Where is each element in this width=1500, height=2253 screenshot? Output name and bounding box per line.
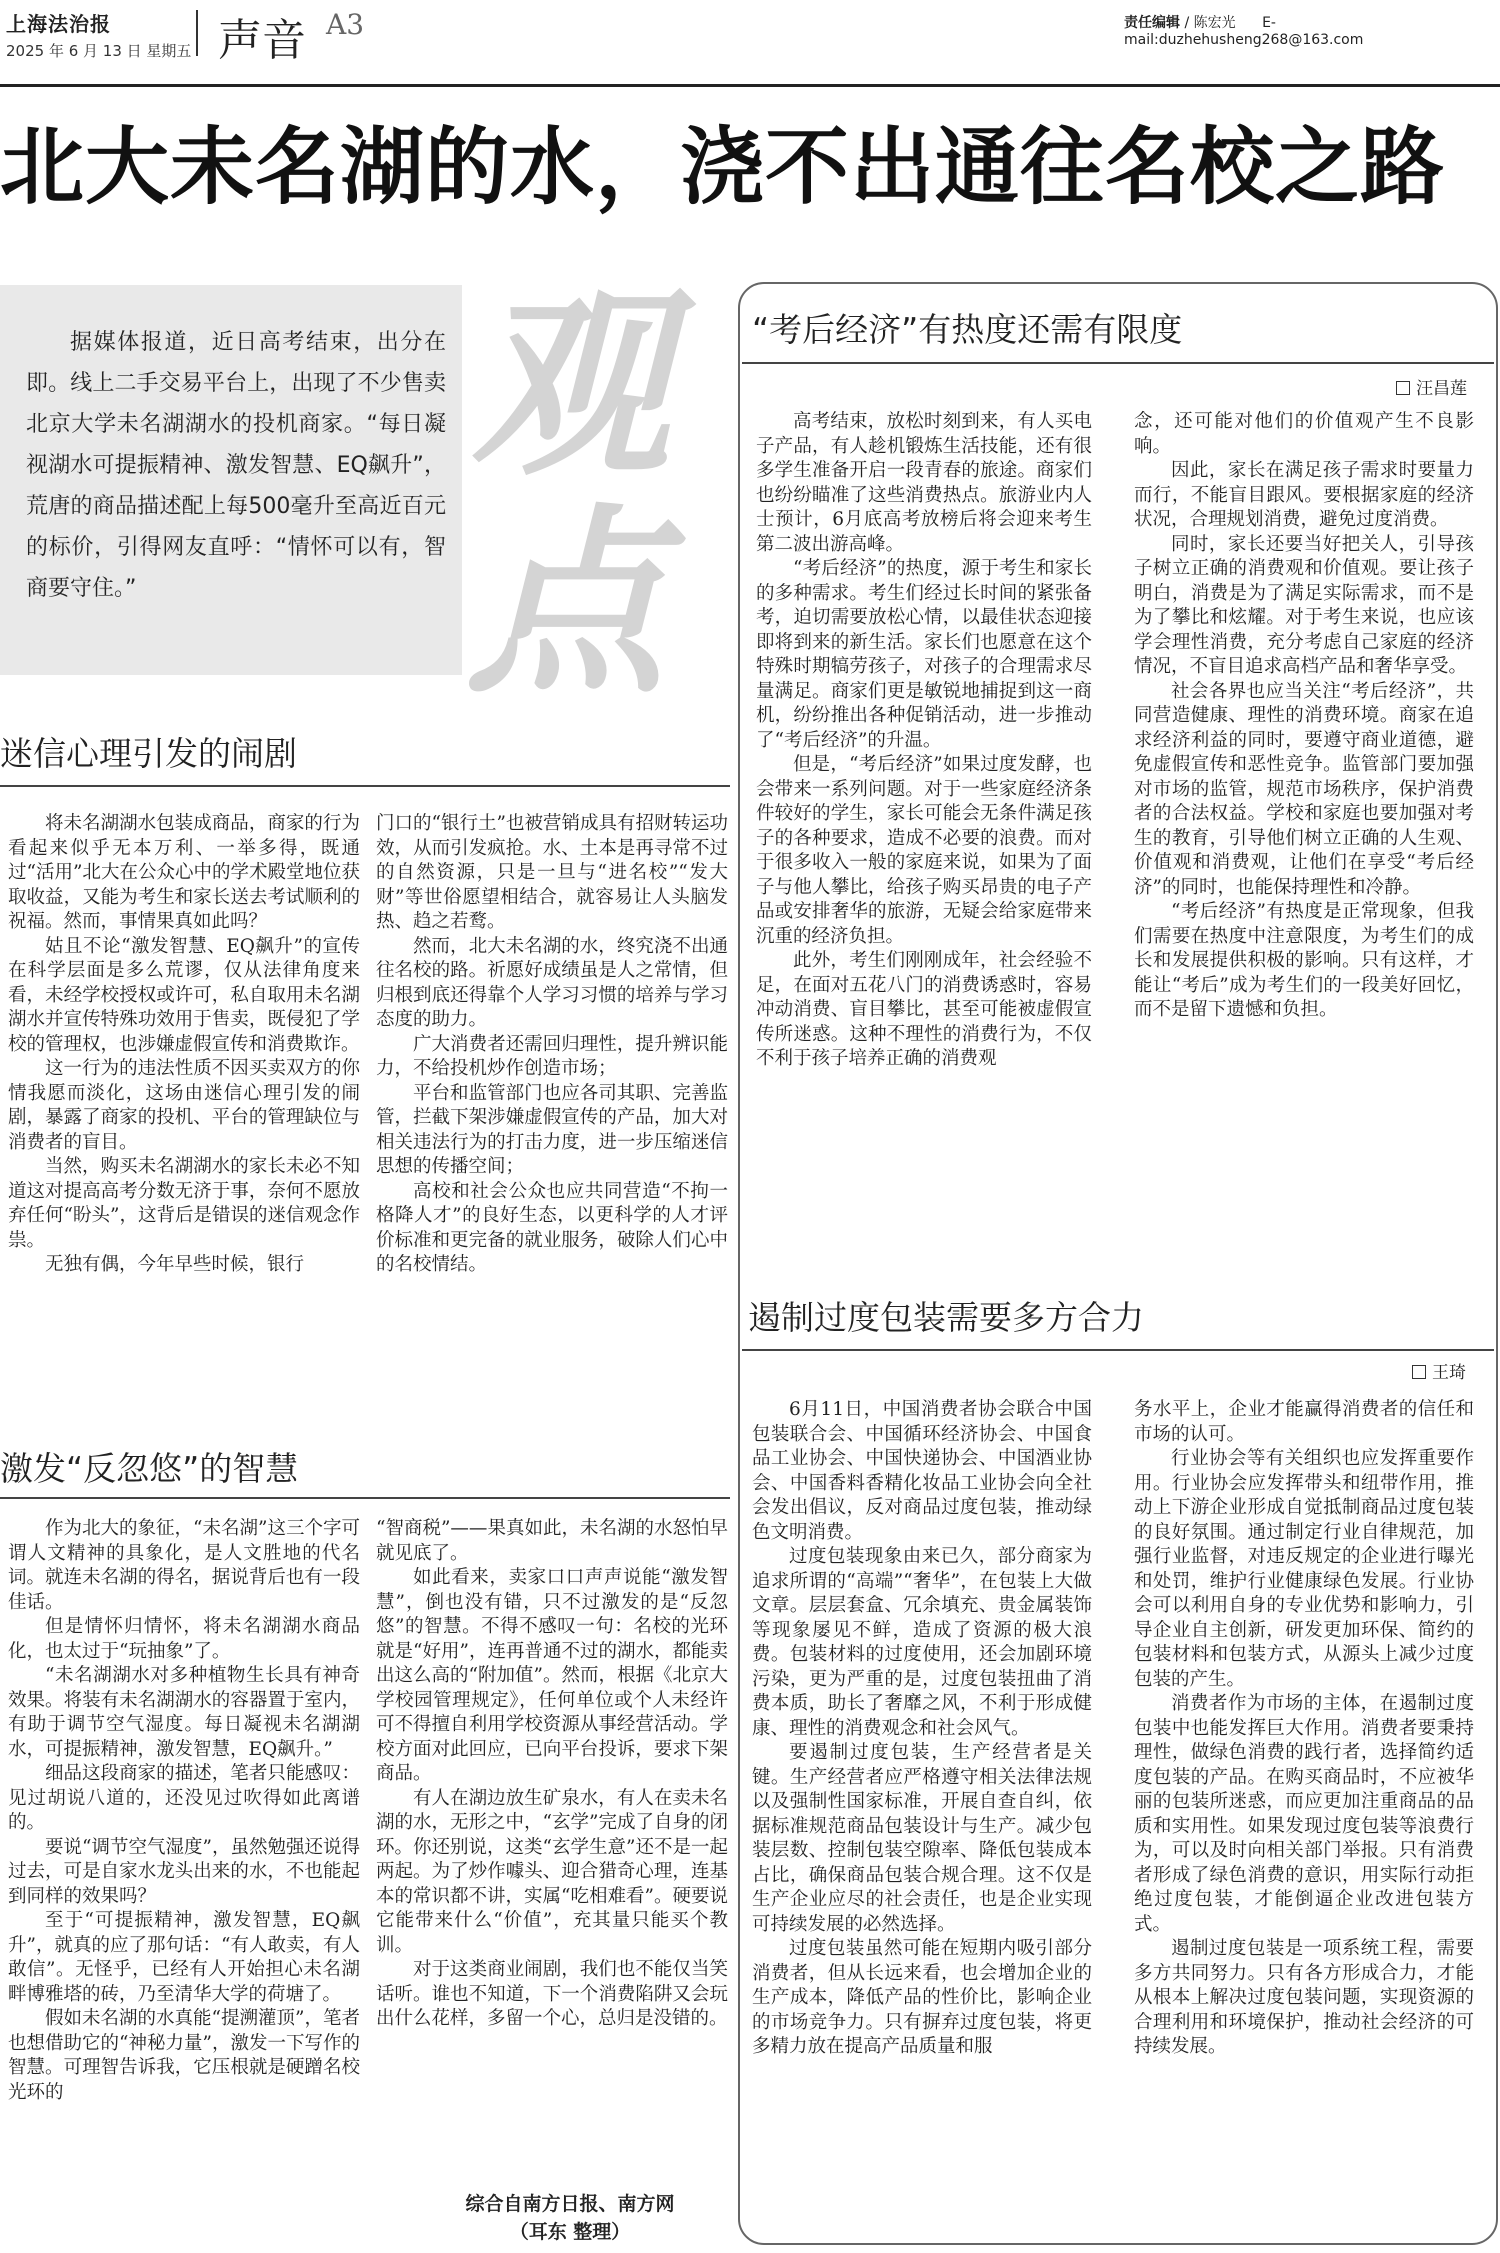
paragraph: 将未名湖湖水包装成商品，商家的行为看起来似乎无本万利、一举多得，既通过“活用”北大在公众心中的学术殿堂地位获取收益，又能为考生和家长送去考试顺利的祝福。然而，事情果真如此吗？ — [8, 813, 360, 932]
article1-col2 — [376, 812, 728, 1278]
byline-box-icon — [1412, 1365, 1426, 1379]
paragraph: 因此，家长在满足孩子需求时要量力而行，不能盲目跟风。要根据家庭的经济状况，合理规划消费，避免过度消费。 — [1134, 460, 1474, 530]
paragraph: 过度包装虽然可能在短期内吸引部分消费者，但从长远来看，也会增加企业的生产成本，降低产品的性价比，影响企业的市场竞争力。只有摒弃过度包装，将更多精力放在提高产品质量和服 — [752, 1938, 1092, 2057]
decorative-char-guan: 观 — [470, 268, 671, 503]
lead-quote-text: 据媒体报道，近日高考结束，出分在即。线上二手交易平台上，出现了不少售卖北京大学未名湖湖水的投机商家。“每日凝视湖水可提振精神、激发智慧、EQ飙升”，荒唐的商品描述配上每500毫升至高近百元的标价，引得网友直呼：“情怀可以有，智商要守住。” — [26, 330, 446, 601]
article1-rule — [0, 785, 730, 787]
decorative-char-dian: 点 — [466, 486, 667, 721]
paragraph: 对于这类商业闹剧，我们也不能仅当笑话听。谁也不知道，下一个消费陷阱又会玩出什么花样，多留一个心，总归是没错的。 — [376, 1959, 728, 2029]
paragraph: 念，还可能对他们的价值观产生不良影响。 — [1134, 411, 1474, 457]
page-number: A3 — [326, 8, 365, 41]
paragraph: 无独有偶，今年早些时候，银行 — [45, 1254, 305, 1275]
organizer-line: （耳东 整理） — [509, 2221, 631, 2243]
paragraph: 6月11日，中国消费者协会联合中国包装联合会、中国循环经济协会、中国食品工业协会、中国快递协会、中国酒业协会、中国香料香精化妆品工业协会向全社会发出倡议，反对商品过度包装，推动绿色文明消费。 — [752, 1399, 1092, 1543]
article4-col2 — [1134, 1398, 1474, 2060]
article4-col1 — [752, 1398, 1092, 2060]
paragraph: 此外，考生们刚刚成年，社会经验不足，在面对五花八门的消费诱惑时，容易冲动消费、盲目攀比，甚至可能被虚假宣传所迷惑。这种不理性的消费行为，不仅不利于孩子培养正确的消费观 — [756, 950, 1092, 1069]
section-name: 声音 — [218, 15, 306, 66]
page-headline: 北大未名湖的水，浇不出通往名校之路 — [0, 118, 1446, 216]
paragraph: 同时，家长还要当好把关人，引导孩子树立正确的消费观和价值观。要让孩子明白，消费是为了满足实际需求，而不是为了攀比和炫耀。对于考生来说，也应该学会理性消费，充分考虑自己家庭的经济情况，不盲目追求高档产品和奢华享受。 — [1134, 533, 1474, 677]
paragraph: 作为北大的象征，“未名湖”这三个字可谓人文精神的具象化，是人文胜地的代名词。就连未名湖的得名，据说背后也有一段佳话。 — [8, 1518, 360, 1613]
paragraph: 平台和监管部门也应各司其职、完善监管，拦截下架涉嫌虚假宣传的产品，加大对相关违法行为的打击力度，进一步压缩迷信思想的传播空间； — [376, 1082, 728, 1177]
paragraph: 但是情怀归情怀，将未名湖湖水商品化，也太过于“玩抽象”了。 — [8, 1616, 360, 1662]
paragraph: 姑且不论“激发智慧、EQ飙升”的宣传在科学层面是多么荒谬，仅从法律角度来看，未经学校授权或许可，私自取用未名湖湖水并宣传特殊功效用于售卖，既侵犯了学校的管理权，也涉嫌虚假宣传和消费欺诈。 — [8, 935, 360, 1055]
article1-title: 迷信心理引发的闹剧 — [0, 734, 297, 773]
paragraph: 但是，“考后经济”如果过度发酵，也会带来一系列问题。对于一些家庭经济条件较好的学生，家长可能会无条件满足孩子的各种要求，造成不必要的浪费。而对于很多收入一般的家庭来说，如果为了面子与他人攀比，给孩子购买昂贵的电子产品或安排奢华的旅游，无疑会给家庭带来沉重的经济负担。 — [756, 754, 1092, 947]
article3-title: “考后经济”有热度还需有限度 — [752, 310, 1183, 349]
editor-name: 陈宏光 — [1193, 15, 1236, 31]
paragraph: 高校和社会公众也应共同营造“不拘一格降人才”的良好生态，以更科学的人才评价标准和更完备的就业服务，破除人们心中的名校情结。 — [376, 1180, 728, 1275]
article3-col1 — [756, 410, 1092, 1072]
source-line: 综合自南方日报、南方网 — [465, 2193, 675, 2215]
paragraph: 至于“可提振精神，激发智慧，EQ飙升”，就真的应了那句话：“有人敢卖，有人敢信”。无怪乎，已经有人开始担心未名湖畔博雅塔的砖，乃至清华大学的荷塘了。 — [8, 1910, 360, 2005]
article2-col2 — [376, 1517, 728, 2032]
publication-date: 2025 年 6 月 13 日 星期五 — [6, 42, 192, 60]
paragraph: 这一行为的违法性质不因买卖双方的你情我愿而淡化，这场由迷信心理引发的闹剧，暴露了商家的投机、平台的管理缺位与消费者的盲目。 — [8, 1058, 360, 1153]
paragraph: “未名湖湖水对多种植物生长具有神奇效果。将装有未名湖湖水的容器置于室内，有助于调节空气湿度。每日凝视未名湖湖水，可提振精神，激发智慧，EQ飙升。” — [8, 1665, 360, 1760]
paragraph: 然而，北大未名湖的水，终究浇不出通往名校的路。祈愿好成绩虽是人之常情，但归根到底还得靠个人学习习惯的培养与学习态度的助力。 — [376, 935, 728, 1030]
paragraph: 有人在湖边放生矿泉水，有人在卖未名湖的水，无形之中，“玄学”完成了自身的闭环。你还别说，这类“玄学生意”还不是一起两起。为了炒作噱头、迎合猎奇心理，连基本的常识都不讲，实属“吃相难看”。硬要说它能带来什么“价值”，充其量只能买个教训。 — [376, 1787, 728, 1956]
paragraph: “智商税”——果真如此，未名湖的水怒怕早就见底了。 — [376, 1518, 728, 1564]
article2-source — [420, 2190, 720, 2246]
editor-info: 责任编辑 / 陈宏光 E-mail:duzhehusheng268@163.com — [1124, 15, 1364, 48]
article1-col1 — [8, 812, 360, 1278]
paragraph: 门口的“银行土”也被营销成具有招财转运功效，从而引发疯抢。水、土本是再寻常不过的自然资源，只是一旦与“进名校”“发大财”等世俗愿望相结合，就容易让人头脑发热、趋之若鹜。 — [376, 813, 728, 932]
paragraph: 过度包装现象由来已久，部分商家为追求所谓的“高端”“奢华”，在包装上大做文章。层层套盒、冗余填充、贵金属装饰等现象屡见不鲜，造成了资源的极大浪费。包装材料的过度使用，还会加剧环境污染，更为严重的是，过度包装扭曲了消费本质，助长了奢靡之风，不利于形成健康、理性的消费观念和社会风气。 — [752, 1546, 1092, 1739]
paragraph: 社会各界也应当关注“考后经济”，共同营造健康、理性的消费环境。商家在追求经济利益的同时，要遵守商业道德，避免虚假宣传和恶性竞争。监管部门要加强对市场的监管，规范市场秩序，保护消费者的合法权益。学校和家庭也要加强对考生的教育，引导他们树立正确的人生观、价值观和消费观，让他们在享受“考后经济”的同时，也能保持理性和冷静。 — [1134, 680, 1474, 898]
article4-rule — [742, 1349, 1494, 1351]
author-name: 汪昌莲 — [1416, 379, 1467, 399]
article2-rule — [0, 1497, 730, 1499]
paragraph: 行业协会等有关组织也应发挥重要作用。行业协会应发挥带头和纽带作用，推动上下游企业形成自觉抵制商品过度包装的良好氛围。通过制定行业自律规范，加强行业监督，对违反规定的企业进行曝光和处罚，维护行业健康绿色发展。行业协会可以利用自身的专业优势和影响力，引导企业自主创新，研发更加环保、简约的包装材料和包装方式，从源头上减少过度包装的产生。 — [1134, 1448, 1474, 1690]
paragraph: 务水平上，企业才能赢得消费者的信任和市场的认可。 — [1134, 1399, 1474, 1445]
article4-title: 遏制过度包装需要多方合力 — [748, 1298, 1144, 1337]
paragraph: 消费者作为市场的主体，在遏制过度包装中也能发挥巨大作用。消费者要秉持理性，做绿色消费的践行者，选择简约适度包装的产品。在购买商品时，不应被华丽的包装所迷惑，而应更加注重商品的品质和实用性。如果发现过度包装等浪费行为，可以及时向相关部门举报。只有消费者形成了绿色消费的意识，用实际行动拒绝过度包装，才能倒逼企业改进包装方式。 — [1134, 1693, 1474, 1935]
paragraph: 广大消费者还需回归理性，提升辨识能力，不给投机炒作创造市场； — [376, 1033, 728, 1079]
paragraph: 如此看来，卖家口口声声说能“激发智慧”，倒也没有错，只不过激发的是“反忽悠”的智慧。不得不感叹一句：名校的光环就是“好用”，连再普通不过的湖水，都能卖出这么高的“附加值”。然而，根据《北京大学校园管理规定》，任何单位或个人未经许可不得擅自利用学校资源从事经营活动。学校方面对此回应，已向平台投诉，要求下架商品。 — [376, 1567, 728, 1784]
editor-email: E-mail:duzhehusheng268@163.com — [1124, 15, 1364, 48]
paragraph: “考后经济”的热度，源于考生和家长的多种需求。考生们经过长时间的紧张备考，迫切需要放松心情，以最佳状态迎接即将到来的新生活。家长们也愿意在这个特殊时期犒劳孩子，对孩子的合理需求尽量满足。商家们更是敏锐地捕捉到这一商机，纷纷推出各种促销活动，进一步推动了“考后经济”的升温。 — [756, 558, 1092, 751]
paragraph: 细品这段商家的描述，笔者只能感叹：见过胡说八道的，还没见过吹得如此离谱的。 — [8, 1763, 360, 1833]
paragraph: 要说“调节空气湿度”，虽然勉强还说得过去，可是自家水龙头出来的水，不也能起到同样的效果吗？ — [8, 1836, 360, 1907]
article3-byline — [1396, 374, 1467, 399]
article3-rule — [742, 362, 1494, 364]
paragraph: 遏制过度包装是一项系统工程，需要多方共同努力。只有各方形成合力，才能从根本上解决过度包装问题，实现资源的合理利用和环境保护，推动社会经济的可持续发展。 — [1134, 1938, 1474, 2057]
author-name: 王琦 — [1432, 1363, 1466, 1383]
paragraph: “考后经济”有热度是正常现象，但我们需要在热度中注意限度，为考生们的成长和发展提供积极的影响。只有这样，才能让“考后”成为考生们的一段美好回忆，而不是留下遗憾和负担。 — [1134, 901, 1474, 1020]
newspaper-logo: 上海法治报 — [6, 12, 111, 36]
masthead-rule — [0, 84, 1500, 87]
paragraph: 要遏制过度包装，生产经营者是关键。生产经营者应严格遵守相关法律法规以及强制性国家标准，开展自查自纠，依据标准规范商品包装设计与生产。减少包装层数、控制包装空隙率、降低包装成本占比，确保商品包装合规合理。这不仅是生产企业应尽的社会责任，也是企业实现可持续发展的必然选择。 — [752, 1742, 1092, 1935]
article3-col2 — [1134, 410, 1474, 1023]
paragraph: 假如未名湖的水真能“提溯灌顶”，笔者也想借助它的“神秘力量”，激发一下写作的智慧。可理智告诉我，它压根就是硬蹭名校光环的 — [8, 2008, 360, 2103]
byline-box-icon — [1396, 381, 1410, 395]
article2-title: 激发“反忽悠”的智慧 — [0, 1449, 299, 1488]
editor-label: 责任编辑 — [1124, 15, 1180, 31]
paragraph: 当然，购买未名湖湖水的家长未必不知道这对提高高考分数无济于事，奈何不愿放弃任何“盼头”，这背后是错误的迷信观念作祟。 — [8, 1156, 360, 1251]
article2-col1 — [8, 1517, 360, 2105]
paragraph: 高考结束，放松时刻到来，有人买电子产品，有人趁机锻炼生活技能，还有很多学生准备开启一段青春的旅途。商家们也纷纷瞄准了这些消费热点。旅游业内人士预计，6月底高考放榜后将会迎来考生第二波出游高峰。 — [756, 411, 1092, 555]
masthead-divider — [196, 10, 198, 56]
article4-byline — [1412, 1358, 1466, 1383]
